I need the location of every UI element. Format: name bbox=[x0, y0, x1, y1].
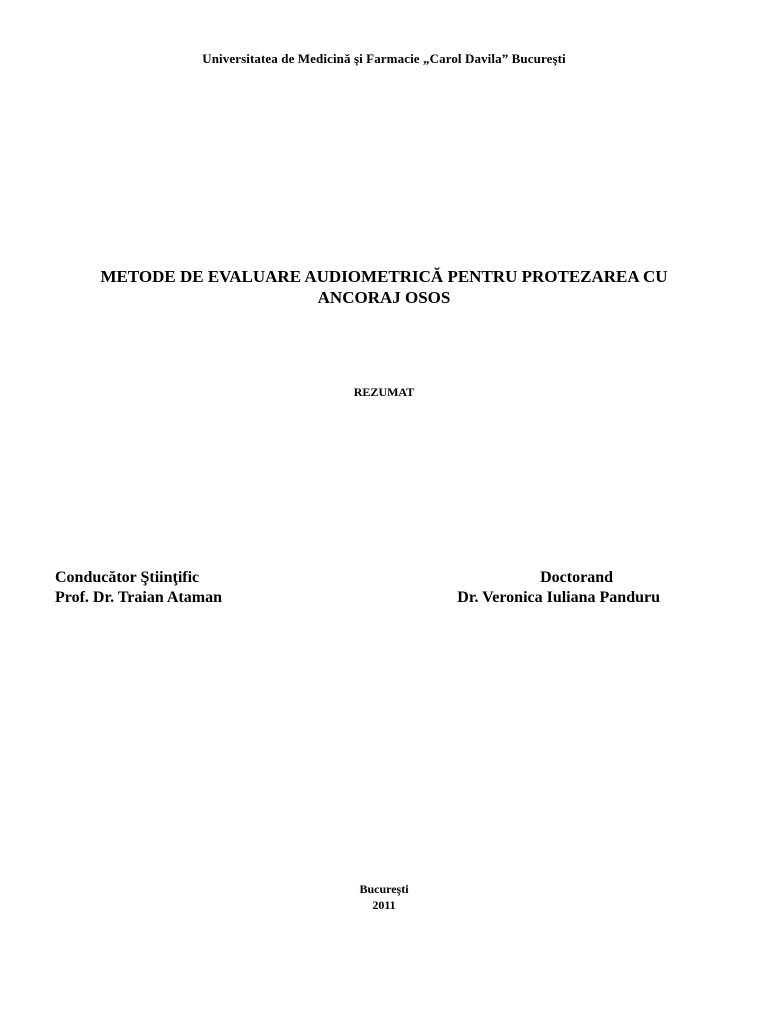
university-header: Universitatea de Medicină şi Farmacie „Carol Davila” Bucureşti bbox=[202, 51, 566, 66]
thesis-title-line-2: ANCORAJ OSOS bbox=[317, 288, 451, 307]
candidate-name: Dr. Veronica Iuliana Panduru bbox=[457, 589, 660, 606]
year: 2011 bbox=[372, 898, 396, 912]
advisor-name: Prof. Dr. Traian Ataman bbox=[55, 589, 222, 606]
advisor-role: Conducător Ştiinţific bbox=[55, 569, 200, 586]
advisor-block bbox=[55, 568, 222, 608]
thesis-title-line-1: METODE DE EVALUARE AUDIOMETRICĂ PENTRU PROTEZAREA CU bbox=[100, 267, 668, 286]
document-type-label: REZUMAT bbox=[353, 385, 415, 399]
candidate-block bbox=[380, 568, 660, 608]
thesis-title bbox=[0, 266, 768, 308]
city: Bucureşti bbox=[359, 882, 409, 896]
candidate-role: Doctorand bbox=[540, 569, 613, 586]
place-and-year bbox=[0, 881, 768, 913]
